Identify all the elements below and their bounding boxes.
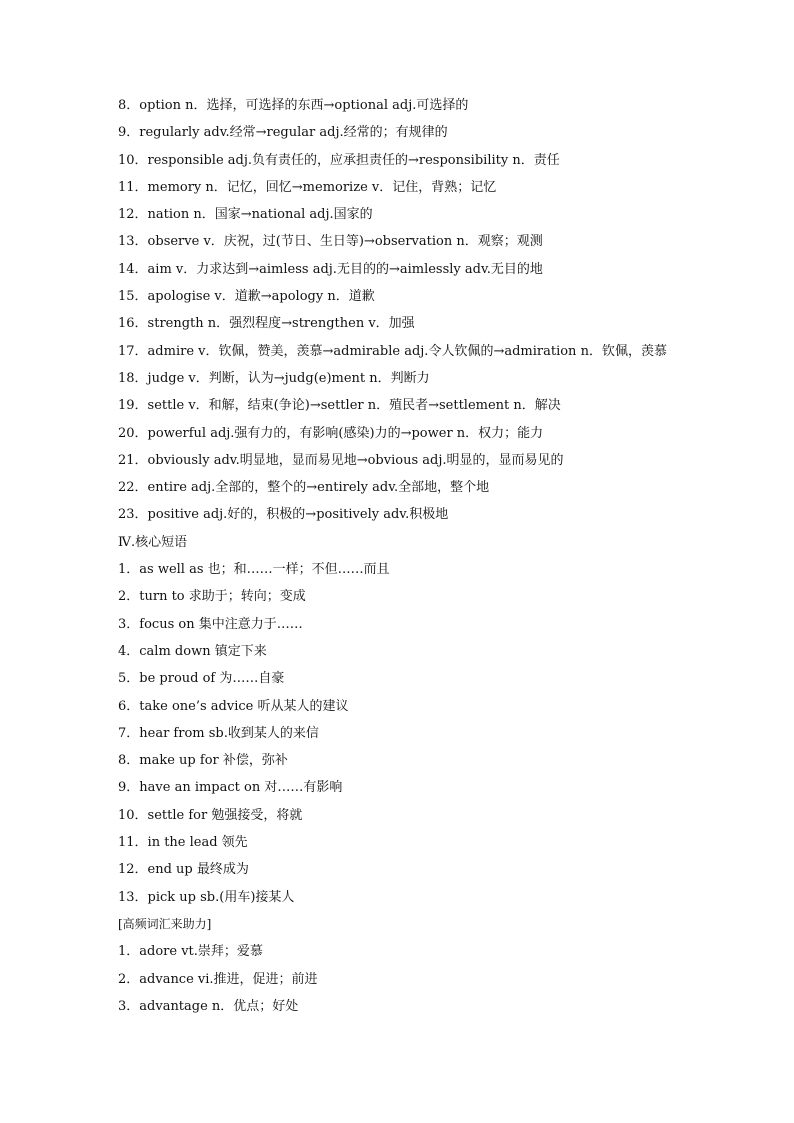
high-freq-item-text: 2．advance vi.推进，促进；前进 <box>118 971 318 987</box>
high-freq-item-text: 1．adore vt.崇拜；爱慕 <box>118 944 263 960</box>
phrase-item-10 <box>118 802 718 829</box>
vocab-item-text: 14．aim v．力求达到→aimless adj.无目的的→aimlessly adv.无目的地 <box>118 261 543 277</box>
vocab-item-text: 23．positive adj.好的，积极的→positively adv.积极地 <box>118 507 449 523</box>
vocab-item-11 <box>118 174 718 201</box>
phrase-item-11 <box>118 829 718 856</box>
vocab-item-18 <box>118 365 718 392</box>
phrase-item-text: 11．in the lead 领先 <box>118 835 248 851</box>
vocab-item-21 <box>118 447 718 474</box>
vocab-item-text: 11．memory n．记忆，回忆→memorize v．记住，背熟；记忆 <box>118 179 497 195</box>
section-title-high-frequency <box>118 911 718 938</box>
high-freq-item-3 <box>118 993 718 1020</box>
phrase-item-text: 3．focus on 集中注意力于…… <box>118 616 303 632</box>
vocab-item-17 <box>118 338 718 365</box>
vocab-item-16 <box>118 310 718 337</box>
vocab-item-text: 17．admire v．钦佩，赞美，羡慕→admirable adj.令人钦佩的→admiration n．钦佩，羡慕 <box>118 343 667 359</box>
vocab-item-19 <box>118 392 718 419</box>
phrase-item-text: 5．be proud of 为……自豪 <box>118 671 285 687</box>
high-freq-item-2 <box>118 966 718 993</box>
phrase-item-text: 6．take one’s advice 听从某人的建议 <box>118 698 349 714</box>
section-title-text: Ⅳ.核心短语 <box>118 534 188 550</box>
section-title-text: [高频词汇来助力] <box>118 916 212 931</box>
high-freq-item-1 <box>118 938 718 965</box>
vocab-item-8 <box>118 92 718 119</box>
vocab-item-text: 13．observe v．庆祝，过(节日、生日等)→observation n．观察；观测 <box>118 234 543 250</box>
vocab-item-text: 18．judge v．判断，认为→judg(e)ment n．判断力 <box>118 370 430 386</box>
vocab-item-text: 12．nation n．国家→national adj.国家的 <box>118 207 373 223</box>
vocab-item-text: 15．apologise v．道歉→apology n．道歉 <box>118 289 375 305</box>
vocab-item-text: 9．regularly adv.经常→regular adj.经常的；有规律的 <box>118 125 448 141</box>
phrase-item-text: 10．settle for 勉强接受，将就 <box>118 807 303 823</box>
phrase-item-1 <box>118 556 718 583</box>
phrase-item-13 <box>118 884 718 911</box>
phrase-item-text: 2．turn to 求助于；转向；变成 <box>118 589 306 605</box>
vocab-item-text: 21．obviously adv.明显地，显而易见地→obvious adj.明显的，显而易见的 <box>118 452 564 468</box>
phrase-item-8 <box>118 747 718 774</box>
vocab-item-text: 20．powerful adj.强有力的，有影响(感染)力的→power n．权力；能力 <box>118 425 544 441</box>
vocab-item-9 <box>118 119 718 146</box>
vocab-item-text: 16．strength n．强烈程度→strengthen v．加强 <box>118 316 415 332</box>
phrase-item-text: 8．make up for 补偿，弥补 <box>118 753 288 769</box>
phrase-item-text: 9．have an impact on 对……有影响 <box>118 780 343 796</box>
vocab-item-text: 19．settle v．和解，结束(争论)→settler n．殖民者→settlement n．解决 <box>118 398 561 414</box>
phrase-item-12 <box>118 856 718 883</box>
vocab-item-text: 10．responsible adj.负有责任的，应承担责任的→responsibility n．责任 <box>118 152 560 168</box>
phrase-item-text: 13．pick up sb.(用车)接某人 <box>118 889 295 905</box>
phrase-item-text: 4．calm down 镇定下来 <box>118 643 267 659</box>
phrase-item-text: 1．as well as 也；和……一样；不但……而且 <box>118 562 390 578</box>
phrase-item-9 <box>118 774 718 801</box>
vocab-item-15 <box>118 283 718 310</box>
vocab-item-20 <box>118 420 718 447</box>
vocab-item-12 <box>118 201 718 228</box>
phrase-item-4 <box>118 638 718 665</box>
vocab-item-14 <box>118 256 718 283</box>
document-content <box>118 92 718 1020</box>
phrase-item-2 <box>118 583 718 610</box>
phrase-item-7 <box>118 720 718 747</box>
phrase-item-text: 12．end up 最终成为 <box>118 862 249 878</box>
phrase-item-text: 7．hear from sb.收到某人的来信 <box>118 725 319 741</box>
section-title-core-phrases <box>118 529 718 556</box>
high-freq-item-text: 3．advantage n．优点；好处 <box>118 998 299 1014</box>
vocab-item-text: 8．option n．选择，可选择的东西→optional adj.可选择的 <box>118 98 469 113</box>
vocab-item-22 <box>118 474 718 501</box>
vocab-item-13 <box>118 228 718 255</box>
phrase-item-6 <box>118 693 718 720</box>
vocab-item-10 <box>118 147 718 174</box>
vocab-item-text: 22．entire adj.全部的，整个的→entirely adv.全部地，整个地 <box>118 480 490 496</box>
phrase-item-5 <box>118 665 718 692</box>
vocab-item-23 <box>118 501 718 528</box>
phrase-item-3 <box>118 611 718 638</box>
